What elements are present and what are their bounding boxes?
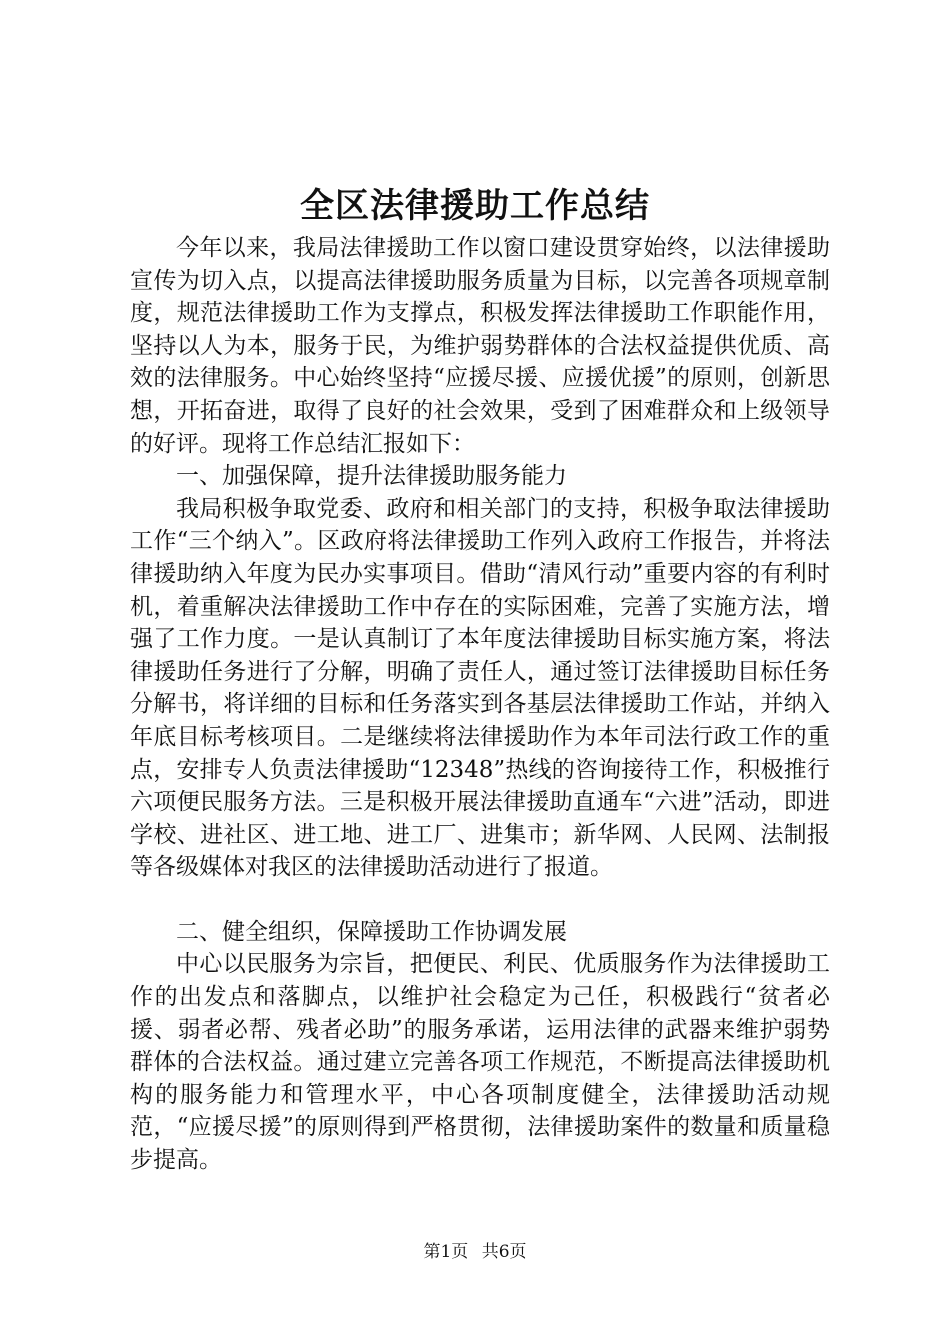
- paragraph-spacer: [130, 884, 830, 916]
- page-footer: [0, 1240, 950, 1264]
- section-1-paragraph: 我局积极争取党委、政府和相关部门的支持，积极争取法律援助工作“三个纳入”。区政府将法律援助工作列入政府工作报告，并将法律援助纳入年度为民办实事项目。借助“清风行动”重要内容的有利时机，着重解决法律援助工作中存在的实际困难，完善了实施方法，增强了工作力度。一是认真制订了本年度法律援助目标实施方案，将法律援助任务进行了分解，明确了责任人，通过签订法律援助目标任务分解书，将详细的目标和任务落实到各基层法律援助工作站，并纳入年底目标考核项目。二是继续将法律援助作为本年司法行政工作的重点，安排专人负责法律援助“12348”热线的咨询接待工作，积极推行六项便民服务方法。三是积极开展法律援助直通车“六进”活动，即进学校、进社区、进工地、进工厂、进集市；新华网、人民网、法制报等各级媒体对我区的法律援助活动进行了报道。: [130, 495, 830, 881]
- page-number: 第1页: [423, 1242, 469, 1262]
- intro-paragraph: 今年以来，我局法律援助工作以窗口建设贯穿始终，以法律援助宣传为切入点，以提高法律援助服务质量为目标，以完善各项规章制度，规范法律援助工作为支撑点，积极发挥法律援助工作职能作用，坚持以人为本，服务于民，为维护弱势群体的合法权益提供优质、高效的法律服务。中心始终坚持“应援尽援、应援优援”的原则，创新思想，开拓奋进，取得了良好的社会效果，受到了困难群众和上级领导的好评。现将工作总结汇报如下：: [130, 235, 830, 457]
- document-title: 全区法律援助工作总结: [300, 186, 650, 226]
- section-1-heading: 一、加强保障，提升法律援助服务能力: [176, 463, 567, 490]
- document-body: [130, 232, 830, 1177]
- section-2-heading: 二、健全组织，保障援助工作协调发展: [176, 918, 567, 945]
- page-total: 共6页: [481, 1242, 527, 1262]
- section-2-paragraph: 中心以民服务为宗旨，把便民、利民、优质服务作为法律援助工作的出发点和落脚点，以维护社会稳定为己任，积极践行“贫者必援、弱者必帮、残者必助”的服务承诺，运用法律的武器来维护弱势群体的合法权益。通过建立完善各项工作规范，不断提高法律援助机构的服务能力和管理水平，中心各项制度健全，法律援助活动规范，“应援尽援”的原则得到严格贯彻，法律援助案件的数量和质量稳步提高。: [130, 951, 830, 1174]
